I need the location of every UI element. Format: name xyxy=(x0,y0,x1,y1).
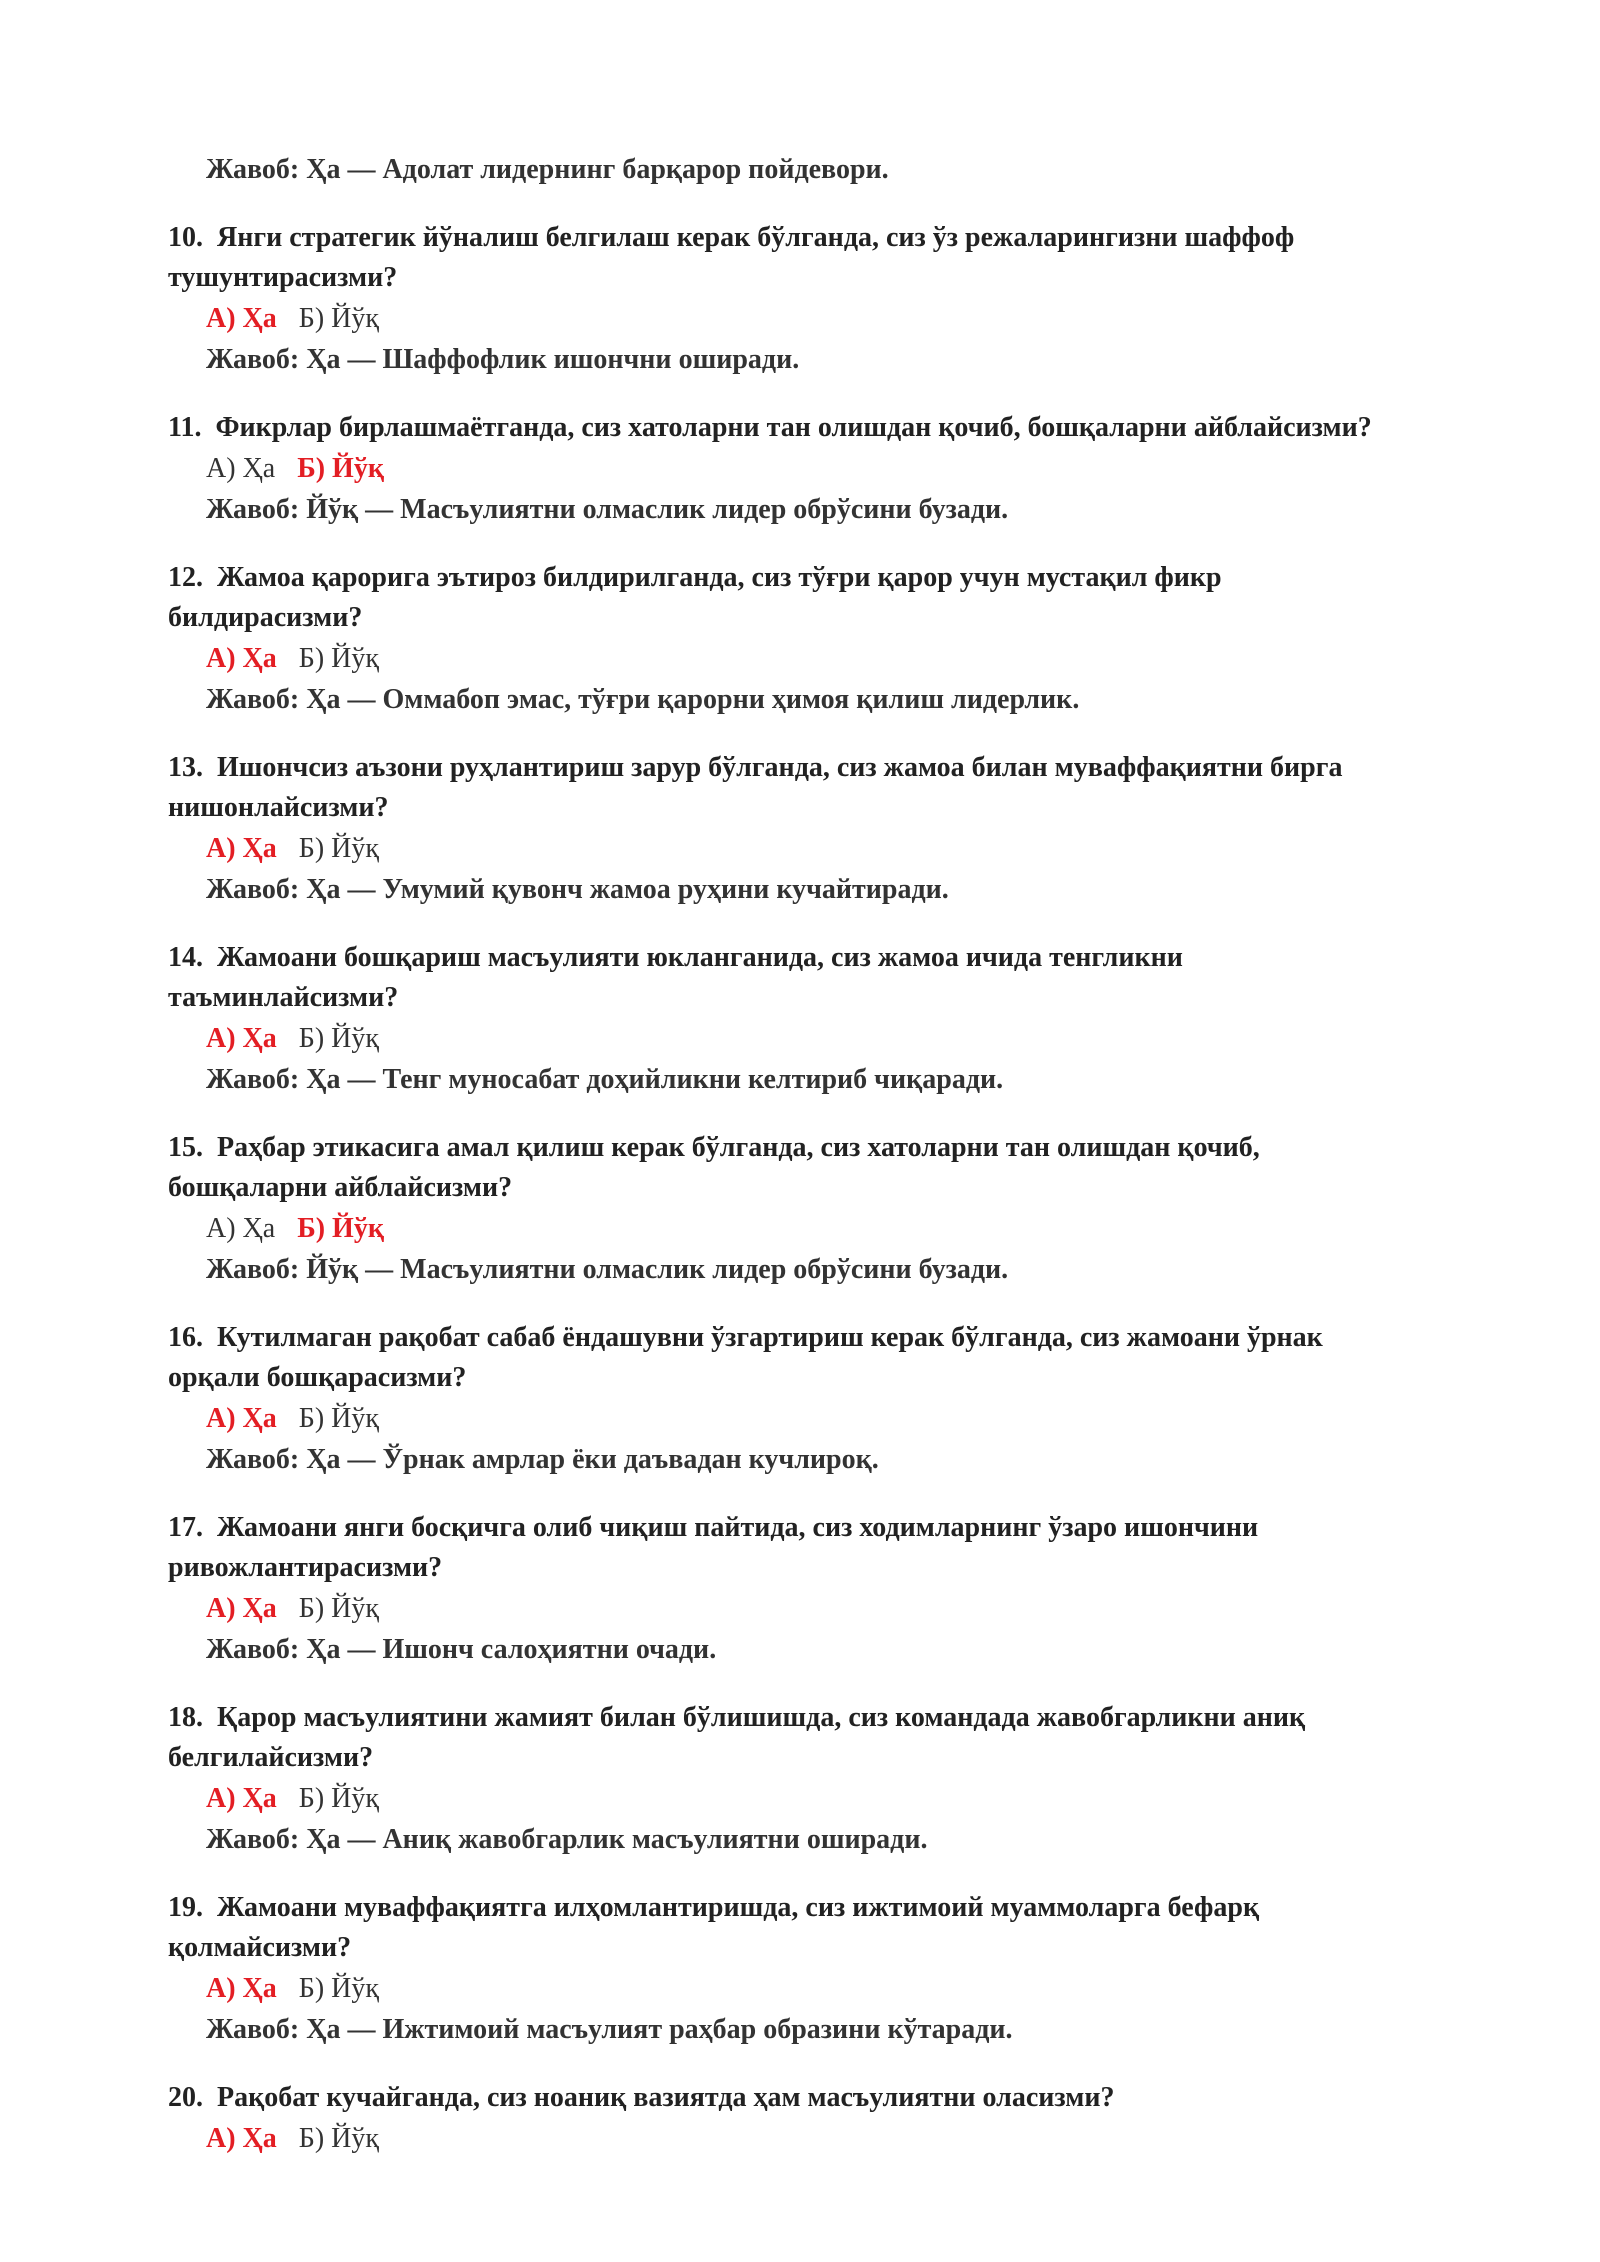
question-block xyxy=(168,748,1410,910)
question-body: Жамоа қарорига эътироз билдирилганда, сиз тўғри қарор учун мустақил фикр билдирасизми? xyxy=(168,562,1222,633)
option-a: А) Ҳа xyxy=(206,1403,277,1434)
answer-explanation: Жавоб: Ҳа — Шаффофлик ишончни оширади. xyxy=(206,344,800,375)
question-number: 17. xyxy=(168,1512,203,1543)
option-b: Б) Йўқ xyxy=(297,453,384,484)
answer-explanation: Жавоб: Йўқ — Масъулиятни олмаслик лидер обрўсини бузади. xyxy=(206,1254,1009,1285)
question-text xyxy=(168,408,1410,448)
question-number: 14. xyxy=(168,942,203,973)
answer-explanation: Жавоб: Йўқ — Масъулиятни олмаслик лидер обрўсини бузади. xyxy=(206,494,1009,525)
option-b: Б) Йўқ xyxy=(298,303,379,334)
answer-explanation: Жавоб: Ҳа — Ўрнак амрлар ёки даъвадан кучлироқ. xyxy=(206,1444,879,1475)
question-number: 10. xyxy=(168,222,203,253)
question-block xyxy=(168,408,1410,530)
answer-explanation: Жавоб: Ҳа — Ижтимоий масъулият раҳбар образини кўтаради. xyxy=(206,2014,1013,2045)
question-text xyxy=(168,938,1410,1018)
option-b: Б) Йўқ xyxy=(298,1593,379,1624)
question-block xyxy=(168,218,1410,380)
answer-explanation: Жавоб: Ҳа — Оммабоп эмас, тўғри қарорни ҳимоя қилиш лидерлик. xyxy=(206,684,1080,715)
answer-options xyxy=(206,1588,1410,1630)
question-body: Ишончсиз аъзони руҳлантириш зарур бўлганда, сиз жамоа билан муваффақиятни бирга нишонлайсизми? xyxy=(168,752,1343,823)
option-b: Б) Йўқ xyxy=(298,1783,379,1814)
question-text xyxy=(168,1318,1410,1398)
answer-9: Жавоб: Ҳа — Адолат лидернинг барқарор пойдевори. xyxy=(206,154,889,185)
question-text xyxy=(168,218,1410,298)
question-block xyxy=(168,1698,1410,1860)
question-body: Рақобат кучайганда, сиз ноаниқ вазиятда ҳам масъулиятни оласизми? xyxy=(217,2082,1115,2113)
answer-options xyxy=(206,448,1410,490)
question-number: 15. xyxy=(168,1132,203,1163)
answer-options xyxy=(206,2118,1410,2160)
question-text xyxy=(168,1888,1410,1968)
question-body: Жамоани бошқариш масъулияти юкланганида, сиз жамоа ичида тенгликни таъминлайсизми? xyxy=(168,942,1183,1013)
question-body: Кутилмаган рақобат сабаб ёндашувни ўзгартириш керак бўлганда, сиз жамоани ўрнак орқали бошқарасизми? xyxy=(168,1322,1323,1393)
question-text xyxy=(168,2078,1410,2118)
question-text xyxy=(168,748,1410,828)
question-number: 16. xyxy=(168,1322,203,1353)
option-b: Б) Йўқ xyxy=(298,2123,379,2154)
question-text xyxy=(168,558,1410,638)
question-block xyxy=(168,1888,1410,2050)
option-a: А) Ҳа xyxy=(206,1213,276,1244)
answer-explanation: Жавоб: Ҳа — Умумий қувонч жамоа руҳини кучайтиради. xyxy=(206,874,949,905)
question-number: 11. xyxy=(168,412,202,443)
question-block xyxy=(168,1318,1410,1480)
question-number: 19. xyxy=(168,1892,203,1923)
option-a: А) Ҳа xyxy=(206,303,277,334)
answer-options xyxy=(206,1208,1410,1250)
answer-options xyxy=(206,1398,1410,1440)
option-a: А) Ҳа xyxy=(206,1783,277,1814)
answer-explanation: Жавоб: Ҳа — Аниқ жавобгарлик масъулиятни оширади. xyxy=(206,1824,928,1855)
question-body: Раҳбар этикасига амал қилиш керак бўлганда, сиз хатоларни тан олишдан қочиб, бошқаларни айблайсизми? xyxy=(168,1132,1260,1203)
question-body: Жамоани муваффақиятга илҳомлантиришда, сиз ижтимоий муаммоларга бефарқ қолмайсизми? xyxy=(168,1892,1260,1963)
option-a: А) Ҳа xyxy=(206,833,277,864)
question-list xyxy=(168,218,1410,2160)
answer-options xyxy=(206,298,1410,340)
option-b: Б) Йўқ xyxy=(298,1403,379,1434)
question-text xyxy=(168,1128,1410,1208)
question-block xyxy=(168,1508,1410,1670)
option-a: А) Ҳа xyxy=(206,1023,277,1054)
option-a: А) Ҳа xyxy=(206,1593,277,1624)
question-number: 18. xyxy=(168,1702,203,1733)
question-body: Янги стратегик йўналиш белгилаш керак бўлганда, сиз ўз режаларингизни шаффоф тушунтирасизми? xyxy=(168,222,1295,293)
question-text xyxy=(168,1698,1410,1778)
option-b: Б) Йўқ xyxy=(298,833,379,864)
option-b: Б) Йўқ xyxy=(298,643,379,674)
answer-options xyxy=(206,638,1410,680)
question-text xyxy=(168,1508,1410,1588)
answer-options xyxy=(206,1968,1410,2010)
answer-explanation: Жавоб: Ҳа — Ишонч салоҳиятни очади. xyxy=(206,1634,717,1665)
answer-options xyxy=(206,1778,1410,1820)
option-a: А) Ҳа xyxy=(206,1973,277,2004)
question-body: Қарор масъулиятини жамият билан бўлишишда, сиз командада жавобгарликни аниқ белгилайсизми? xyxy=(168,1702,1306,1773)
option-a: А) Ҳа xyxy=(206,643,277,674)
question-block xyxy=(168,1128,1410,1290)
question-number: 20. xyxy=(168,2082,203,2113)
option-a: А) Ҳа xyxy=(206,453,276,484)
question-body: Жамоани янги босқичга олиб чиқиш пайтида, сиз ходимларнинг ўзаро ишончини ривожлантирасизми? xyxy=(168,1512,1259,1583)
question-number: 13. xyxy=(168,752,203,783)
option-b: Б) Йўқ xyxy=(297,1213,384,1244)
option-b: Б) Йўқ xyxy=(298,1023,379,1054)
question-body: Фикрлар бирлашмаётганда, сиз хатоларни тан олишдан қочиб, бошқаларни айблайсизми? xyxy=(215,412,1372,443)
question-block xyxy=(168,938,1410,1100)
answer-options xyxy=(206,828,1410,870)
answer-options xyxy=(206,1018,1410,1060)
option-b: Б) Йўқ xyxy=(298,1973,379,2004)
question-number: 12. xyxy=(168,562,203,593)
question-block xyxy=(168,2078,1410,2160)
answer-explanation: Жавоб: Ҳа — Тенг муносабат доҳийликни келтириб чиқаради. xyxy=(206,1064,1004,1095)
option-a: А) Ҳа xyxy=(206,2123,277,2154)
question-block xyxy=(168,558,1410,720)
